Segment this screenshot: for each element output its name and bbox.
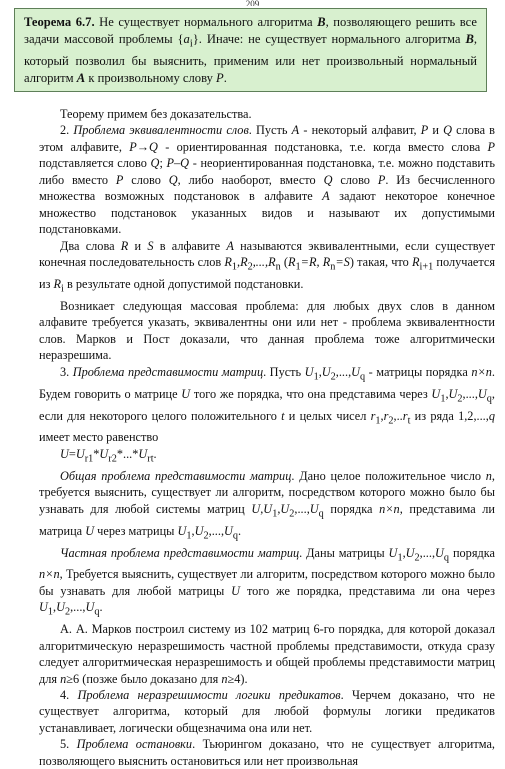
math: U [251,501,261,516]
text: , [402,545,406,560]
theorem-text: , который позволил бы выяснить, применим или нет произвольный нормальный алгоритм [24,32,478,86]
math: A [322,189,330,204]
math: r [402,408,408,423]
math: U [351,364,361,379]
text: ) такая, что [349,255,412,270]
text: ,..., [208,523,225,538]
text: , либо наоборот, вместо [177,172,324,187]
subscript: q [94,606,100,618]
math: S [147,238,154,253]
subscript: i [61,283,64,295]
text: в результате одной допустимой подстановки. [63,276,304,291]
text: - ориентированная подстановка, т.е. когда вместо слова [157,139,488,154]
math: R [268,255,276,270]
math: U [388,545,398,560]
theorem-symbol: B [317,15,326,29]
text: , [53,600,57,615]
math: U [477,386,487,401]
subscript: q [232,530,239,542]
math: P [487,139,495,154]
math: R [240,255,248,270]
text: *...* [116,446,139,461]
text: , [380,408,384,423]
math: R [411,255,420,270]
subscript: t [407,414,411,426]
text: ,.. [393,408,403,423]
math: Q [323,172,333,187]
text: того же порядка, что она представима через [190,386,432,401]
text: * [93,446,100,461]
math: U [309,501,319,516]
theorem-box [14,8,487,92]
paragraph [39,736,495,769]
text: слово [123,172,169,187]
math: t [281,408,285,423]
text: . Будем говорить о матрице [39,364,495,401]
math: R [224,255,232,270]
text: ; [159,156,167,171]
theorem-symbol: a [183,32,190,47]
text: слова в этом алфавите, [39,123,495,154]
math: U [304,364,314,379]
theorem-text: к произвольному слову [85,71,217,86]
math: r [370,408,376,423]
math: P–Q [166,156,190,171]
math: U [56,600,65,615]
subscript: rt [147,453,154,465]
text: 2. [60,123,74,138]
paragraph [39,687,495,736]
text: . Тьюрингом доказано, что не существует алгоритма, позволяющего выяснить остановиться или нет произвольная [39,737,495,768]
subscript: 2 [330,371,336,383]
text: . Пусть [248,123,292,138]
text: подставляется слово [39,156,151,171]
text: из ряда 1,2,..., [410,408,489,423]
math: q [488,408,495,423]
text: , [277,501,281,516]
text: называются эквивалентными, если существует конечная последовательность слов [39,238,495,270]
math: n [60,671,67,686]
math: U [321,364,331,379]
paragraph [39,238,495,298]
subscript: r2 [108,453,117,465]
math: r [383,408,389,423]
text: . Дано целое положительное число [291,468,486,483]
text: того же порядка, представима ли она через [240,583,495,598]
subscript: 1 [186,530,192,542]
subscript: i+1 [419,261,434,273]
subscript: r1 [84,453,94,465]
text: , [318,364,322,379]
text: и целых чисел [284,408,371,423]
paragraph [39,106,495,122]
section-heading: Проблема представимости матриц [72,364,264,379]
subscript: 1 [295,261,301,273]
text: , [191,523,195,538]
subscript: q [360,371,366,383]
text: , Требуется выяснить, существует ли алгоритм, посредством которого можно было бы узнавать для любой матрицы [39,567,495,598]
text: , требуется выяснить, существует ли алгоритм, посредством которого можно было бы узнавать для любой системы матриц [39,468,495,516]
math: U [60,446,69,461]
math: U [448,386,458,401]
text: ,..., [70,600,86,615]
paragraph [39,364,495,446]
subscript: q [486,393,492,405]
page-number: 209 [245,0,260,6]
math: U [39,600,48,615]
math: R [288,255,296,270]
text: , [260,501,264,516]
text: . [99,600,103,615]
theorem-title: Теорема 6.7. [24,15,95,29]
math: U [405,545,415,560]
equation [39,446,495,468]
text: ,..., [294,501,310,516]
math: U [75,446,85,461]
math: R [53,276,62,291]
text: - матрицы порядка [365,364,472,379]
math: P [115,172,124,187]
math: P [420,123,429,138]
text: 4. [60,688,78,703]
text: . [238,523,242,538]
math: R [322,255,331,270]
math: n×n [379,501,400,516]
text: . Из бесчисленного множества возможных подстановок в алфавите [39,172,495,204]
math: P→Q [129,139,158,154]
paragraph-text: Теорему примем без доказательства. [60,107,252,121]
text: А. А. Марков построил систему из 102 матриц 6-го порядка, для которой доказал алгоритмическую неразрешимость частной проблемы представимости, откуда сразу следует алгоритмическая неразрешимость и общей проблемы представимости матриц для [39,622,495,686]
paragraph-text: Возникает следующая массовая проблема: для любых двух слов в данном алфавите требуется указать, эквивалентны они или нет - проблема эквивалентности слов. Марков и Пост доказали, что данная проблема тоже алгоритмически неразрешима. [39,298,495,363]
text: ,..., [335,364,352,379]
math: = [335,255,344,270]
text: = [68,446,76,461]
math: R [120,238,129,253]
text: 5. [60,737,77,752]
subscript: q [318,508,324,520]
subscript: 2 [457,393,463,405]
theorem-text: , позволяющего решить все задачи массовой проблемы { [24,15,478,47]
theorem-text: }. Иначе: не существует нормального алгоритма [192,32,466,47]
section-heading: Проблема эквивалентности слов [73,123,249,138]
math: Q [443,123,453,138]
subscript: 2 [414,551,420,563]
text: имеет место равенство [39,430,159,445]
theorem-subscript: i [189,38,193,50]
text: слово [332,172,378,187]
paragraph [39,468,495,545]
math: = [300,255,309,270]
text: Два слова [60,238,121,253]
text: ,..., [419,545,436,560]
theorem-text: Не существует нормального алгоритма [94,15,318,29]
main-text [39,106,495,769]
text: получается из [39,255,495,291]
subscript: 2 [247,261,253,273]
text: порядка [323,501,380,516]
text: . Черчем доказано, что не существует алгоритма, который для любой формулы логики предикатов устанавливает, логически общезначима она или нет. [39,688,495,735]
math: n×n [39,567,60,582]
subscript: 2 [64,606,71,618]
section-heading: Проблема остановки [76,737,193,752]
math: U [435,545,444,560]
text: - неориентированная подстановка, т.е. можно подставить либо вместо [39,156,495,187]
text: ( [280,255,288,270]
theorem-symbol: A [76,71,86,86]
text: задают некоторое конечное множество подстановок указанных видов и называют их допустимыми подстановками. [39,189,495,237]
math: U [85,523,95,538]
math: U [263,501,273,516]
subscript: 1 [313,371,319,383]
text: порядка [449,545,495,560]
text: . Пусть [263,364,305,379]
text: и [128,238,148,253]
math: U [224,523,233,538]
text: ,..., [462,386,478,401]
math: S [343,255,350,270]
subscript: 2 [203,530,209,542]
math: U [431,386,441,401]
theorem-symbol: P [216,71,224,86]
theorem-symbol: B [465,32,474,47]
paragraph [39,122,495,237]
text: и [428,123,444,138]
text: , если для некоторого целого положительного [39,386,495,423]
text: , [445,386,449,401]
math: n [485,468,492,483]
math: U [99,446,109,461]
math: U [231,583,241,598]
text: ≥4). [227,671,248,686]
subscript: 2 [289,508,295,520]
math: , [316,255,323,270]
paragraph [39,298,495,364]
math: A [291,123,300,138]
section-heading: Проблема неразрешимости логики предикатов [77,688,341,703]
text: через матрицы [94,523,178,538]
subscript: 1 [272,508,278,520]
math: U [177,523,187,538]
subscript: 1 [375,414,381,426]
math: n×n [471,364,492,379]
math: U [194,523,204,538]
paragraph [39,545,495,622]
math: U [85,600,95,615]
subscript: n [275,261,281,273]
math: Q [150,156,160,171]
theorem-text: . [223,71,227,86]
math: U [280,501,290,516]
math: n [221,671,228,686]
math: U [181,386,191,401]
subscript: 1 [47,606,54,618]
text: в алфавите [153,238,227,253]
text: . [153,446,157,461]
subscript: 1 [440,393,446,405]
subscript: 2 [388,414,394,426]
math: , [236,255,241,270]
math: ,..., [252,255,269,270]
math: A [226,238,234,253]
text: 3. [60,364,73,379]
text: . Даны матрицы [299,545,389,560]
subscript: 1 [231,261,237,273]
math: Q [168,172,178,187]
paragraph [39,621,495,687]
math: R [308,255,317,270]
subscript: n [330,261,336,273]
subscript: q [443,551,450,563]
text: ≥6 (позже было доказано для [66,671,222,686]
section-heading: Общая проблема представимости матриц [60,468,292,483]
math: U [138,446,148,461]
section-heading: Частная проблема представимости матриц [60,545,300,560]
subscript: 1 [397,551,403,563]
math: P [377,172,386,187]
text: , представима ли матрица [39,501,495,538]
text: - некоторый алфавит, [299,123,421,138]
